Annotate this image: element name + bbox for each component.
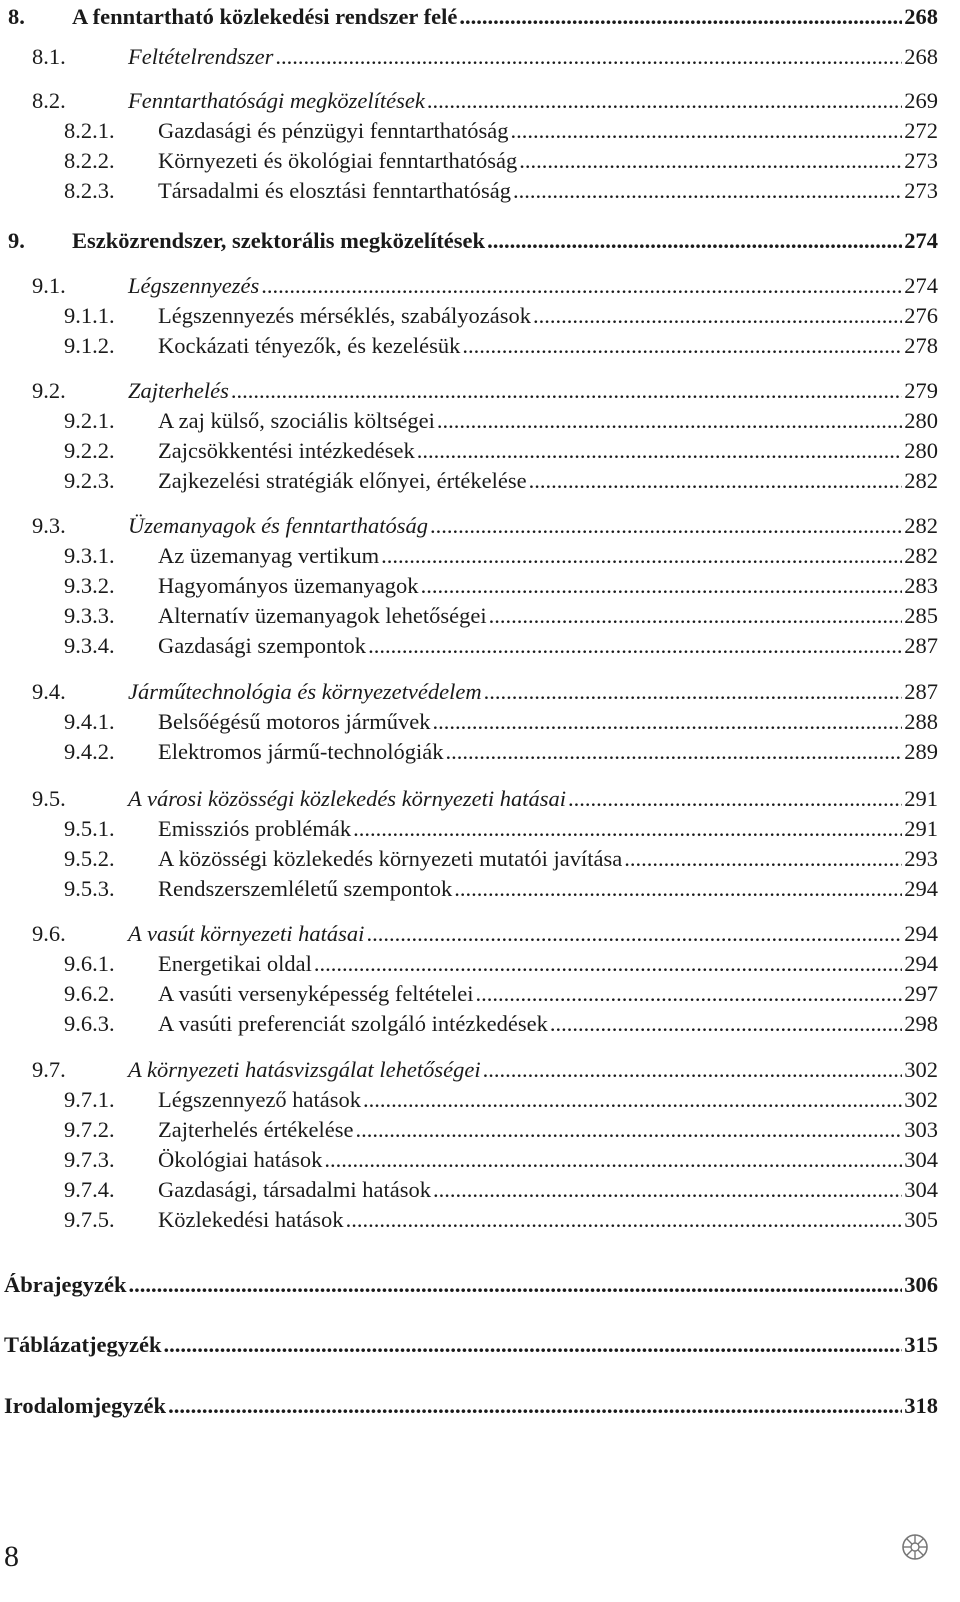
toc-entry-number: 9.5.3. [64,876,115,901]
toc-entry-page: 294 [904,876,938,901]
toc-entry-page: 318 [904,1393,938,1418]
toc-entry-title: Üzemanyagok és fenntarthatóság [128,513,428,538]
toc-entry-page: 273 [904,178,938,203]
dot-leader [324,1145,902,1175]
toc-entry-number: 9.4.2. [64,739,115,764]
ornament-icon [900,1532,930,1562]
toc-entry-title: Eszközrendszer, szektorális megközelítések [72,228,486,253]
toc-entry-page: 298 [904,1011,938,1036]
toc-entry-number: 9.3.4. [64,633,115,658]
dot-leader [168,1391,902,1421]
toc-entry-number: 9.4.1. [64,709,115,734]
dot-leader [366,919,902,949]
dot-leader [459,2,902,32]
toc-entry-title: Zajterhelés [128,378,229,403]
dot-leader [363,1085,902,1115]
toc-entry[interactable] [0,1145,938,1175]
toc-entry[interactable] [0,176,938,206]
toc-entry-number: 9. [8,228,25,253]
dot-leader [427,86,902,116]
toc-entry-page: 291 [904,786,938,811]
toc-entry[interactable] [0,86,938,116]
toc-entry-title: A környezeti hatásvizsgálat lehetőségei [128,1057,481,1082]
toc-entry-title: Az üzemanyag vertikum [158,543,380,568]
toc-entry-number: 9.7.3. [64,1147,115,1172]
toc-entry-number: 9.7.1. [64,1087,115,1112]
toc-entry-page: 279 [904,378,938,403]
toc-appendix-entry[interactable] [4,1391,938,1421]
toc-entry[interactable] [0,1175,938,1205]
toc-entry[interactable] [0,331,938,361]
toc-entry-title: Légszennyező hatások [158,1087,362,1112]
toc-entry-title: Légszennyezés [128,273,260,298]
toc-entry-page: 282 [904,513,938,538]
toc-entry-title: Irodalomjegyzék [4,1393,167,1418]
toc-entry[interactable] [0,784,938,814]
toc-entry-page: 305 [904,1207,938,1232]
toc-entry[interactable] [0,376,938,406]
toc-entry-page: 297 [904,981,938,1006]
dot-leader [432,707,902,737]
dot-leader [487,226,902,256]
dot-leader [381,541,902,571]
dot-leader [368,631,902,661]
dot-leader [430,511,902,541]
toc-entry-page: 291 [904,816,938,841]
toc-entry-page: 268 [904,44,938,69]
toc-entry-number: 9.5. [32,786,66,811]
dot-leader [231,376,902,406]
dot-leader [275,42,902,72]
toc-entry-number: 8.1. [32,44,66,69]
toc-entry-page: 273 [904,148,938,173]
toc-entry-title: A vasút környezeti hatásai [128,921,365,946]
toc-entry-title: Gazdasági, társadalmi hatások [158,1177,432,1202]
toc-entry-number: 9.2.2. [64,438,115,463]
toc-entry[interactable] [0,1085,938,1115]
dot-leader [511,116,903,146]
toc-entry[interactable] [0,146,938,176]
dot-leader [624,844,902,874]
toc-entry-number: 9.3.1. [64,543,115,568]
toc-entry-title: Elektromos jármű-technológiák [158,739,444,764]
toc-entry-title: A városi közösségi közlekedés környezeti hatásai [128,786,567,811]
toc-entry-title: Rendszerszemléletű szempontok [158,876,453,901]
toc-entry-title: Alternatív üzemanyagok lehetőségei [158,603,487,628]
toc-appendix-entry[interactable] [4,1270,938,1300]
toc-entry[interactable] [0,677,938,707]
toc-entry-number: 9.6.3. [64,1011,115,1036]
toc-entry-page: 304 [904,1147,938,1172]
toc-entry-number: 8. [8,4,25,29]
toc-entry-number: 9.3. [32,513,66,538]
toc-entry-page: 287 [904,679,938,704]
toc-entry-title: Ökológiai hatások [158,1147,323,1172]
toc-entry[interactable] [0,631,938,661]
toc-entry-number: 9.4. [32,679,66,704]
toc-entry-title: A vasúti preferenciát szolgáló intézkedések [158,1011,548,1036]
toc-entry[interactable] [0,737,938,767]
toc-entry[interactable] [0,1205,938,1235]
toc-entry-title: A közösségi közlekedés környezeti mutatói javítása [158,846,623,871]
toc-entry-page: 274 [904,228,938,253]
dot-leader [353,814,902,844]
toc-entry-title: A vasúti versenyképesség feltételei [158,981,474,1006]
toc-entry-number: 8.2.3. [64,178,115,203]
toc-entry-page: 280 [904,408,938,433]
toc-entry-page: 282 [904,468,938,493]
dot-leader [533,301,902,331]
toc-entry-page: 287 [904,633,938,658]
toc-entry-page: 302 [904,1087,938,1112]
toc-entry-title: Környezeti és ökológiai fenntarthatóság [158,148,518,173]
toc-entry[interactable] [0,42,938,72]
dot-leader [437,406,902,436]
toc-entry-title: Hagyományos üzemanyagok [158,573,419,598]
toc-entry-number: 9.6. [32,921,66,946]
toc-entry-number: 9.1.1. [64,303,115,328]
dot-leader [261,271,902,301]
toc-entry[interactable] [0,979,938,1009]
dot-leader [128,1270,902,1300]
toc-entry-title: Járműtechnológia és környezetvédelem [128,679,482,704]
dot-leader [489,601,903,631]
toc-entry-page: 315 [904,1332,938,1357]
toc-entry[interactable] [0,814,938,844]
toc-entry-number: 9.7.5. [64,1207,115,1232]
toc-entry[interactable] [0,116,938,146]
toc-entry-page: 285 [904,603,938,628]
toc-entry-title: Gazdasági szempontok [158,633,367,658]
toc-entry-page: 272 [904,118,938,143]
dot-leader [484,677,903,707]
toc-entry-title: Légszennyezés mérséklés, szabályozások [158,303,531,328]
toc-entry-number: 8.2.2. [64,148,115,173]
toc-entry-number: 9.7.2. [64,1117,115,1142]
toc-entry-title: Ábrajegyzék [4,1272,127,1297]
toc-entry[interactable] [0,949,938,979]
toc-entry[interactable] [0,466,938,496]
toc-entry[interactable] [0,601,938,631]
dot-leader [568,784,902,814]
dot-leader [163,1330,902,1360]
toc-entry-title: Fenntarthatósági megközelítések [128,88,425,113]
toc-entry-page: 288 [904,709,938,734]
toc-entry-title: Zajcsökkentési intézkedések [158,438,415,463]
toc-entry[interactable] [0,541,938,571]
toc-entry-page: 280 [904,438,938,463]
toc-entry-number: 9.6.1. [64,951,115,976]
toc-entry-title: A zaj külső, szociális költségei [158,408,435,433]
page-number: 8 [4,1540,19,1573]
dot-leader [446,737,903,767]
toc-entry[interactable] [0,271,938,301]
toc-entry-number: 8.2. [32,88,66,113]
toc-entry-number: 9.1.2. [64,333,115,358]
toc-entry-title: Emissziós problémák [158,816,352,841]
toc-entry[interactable] [0,2,938,32]
toc-entry-number: 9.2.3. [64,468,115,493]
toc-entry-title: Kockázati tényezők, és kezelésük [158,333,461,358]
toc-entry-title: Táblázatjegyzék [4,1332,162,1357]
toc-entry-title: Gazdasági és pénzügyi fenntarthatóság [158,118,509,143]
toc-entry-page: 283 [904,573,938,598]
toc-entry-number: 9.1. [32,273,66,298]
toc-appendix-entry[interactable] [4,1330,938,1360]
toc-entry-title: Társadalmi és elosztási fenntarthatóság [158,178,511,203]
dot-leader [513,176,902,206]
dot-leader [550,1009,902,1039]
dot-leader [433,1175,902,1205]
toc-entry[interactable] [0,1009,938,1039]
toc-entry[interactable] [0,707,938,737]
toc-entry[interactable] [0,226,938,256]
toc-entry-page: 306 [904,1272,938,1297]
toc-entry-page: 303 [904,1117,938,1142]
dot-leader [454,874,902,904]
toc-entry-page: 302 [904,1057,938,1082]
dot-leader [356,1115,903,1145]
toc-entry[interactable] [0,1055,938,1085]
toc-entry-page: 289 [904,739,938,764]
toc-entry-page: 293 [904,846,938,871]
dot-leader [417,436,902,466]
toc-entry[interactable] [0,571,938,601]
toc-entry-number: 9.5.2. [64,846,115,871]
toc-entry-page: 274 [904,273,938,298]
toc-entry[interactable] [0,874,938,904]
toc-entry-page: 268 [904,4,938,29]
toc-entry-title: Energetikai oldal [158,951,312,976]
dot-leader [529,466,903,496]
toc-entry[interactable] [0,1115,938,1145]
dot-leader [421,571,903,601]
toc-entry[interactable] [0,436,938,466]
toc-entry[interactable] [0,844,938,874]
toc-entry-number: 9.7. [32,1057,66,1082]
toc-entry-page: 294 [904,951,938,976]
toc-entry-title: Feltételrendszer [128,44,274,69]
toc-entry-title: Zajterhelés értékelése [158,1117,354,1142]
dot-leader [314,949,902,979]
dot-leader [462,331,902,361]
dot-leader [476,979,903,1009]
toc-entry-title: Zajkezelési stratégiák előnyei, értékelése [158,468,527,493]
dot-leader [483,1055,903,1085]
toc-entry-page: 282 [904,543,938,568]
toc-entry[interactable] [0,301,938,331]
toc-entry-page: 269 [904,88,938,113]
toc-entry-number: 9.3.2. [64,573,115,598]
dot-leader [346,1205,903,1235]
toc-entry-number: 8.2.1. [64,118,115,143]
toc-entry-title: A fenntartható közlekedési rendszer felé [72,4,458,29]
toc-entry-page: 276 [904,303,938,328]
toc-entry-number: 9.7.4. [64,1177,115,1202]
toc-entry-number: 9.6.2. [64,981,115,1006]
toc-entry[interactable] [0,406,938,436]
toc-entry[interactable] [0,511,938,541]
toc-entry[interactable] [0,919,938,949]
toc-entry-number: 9.3.3. [64,603,115,628]
toc-entry-page: 278 [904,333,938,358]
toc-entry-title: Belsőégésű motoros járművek [158,709,431,734]
toc-entry-page: 304 [904,1177,938,1202]
dot-leader [519,146,902,176]
toc-entry-number: 9.5.1. [64,816,115,841]
toc-entry-number: 9.2. [32,378,66,403]
toc-entry-number: 9.2.1. [64,408,115,433]
toc-entry-page: 294 [904,921,938,946]
toc-entry-title: Közlekedési hatások [158,1207,344,1232]
